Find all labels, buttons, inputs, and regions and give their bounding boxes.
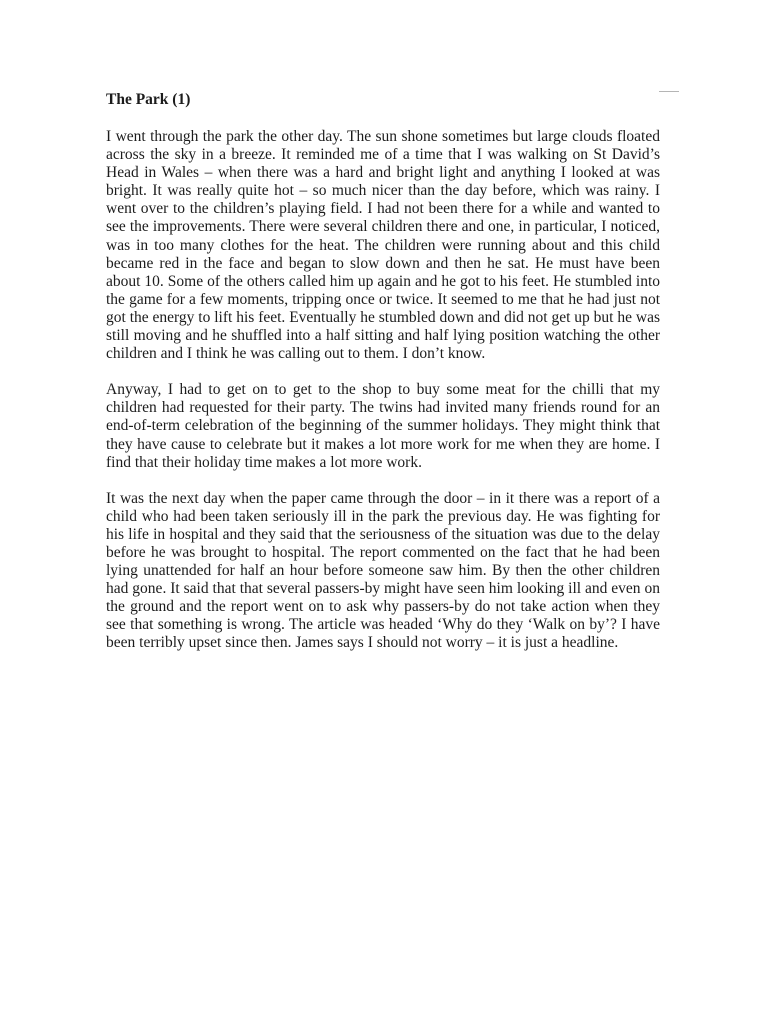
document-title: The Park (1) [106,91,191,108]
page-corner-mark [659,91,679,92]
paragraph-1: I went through the park the other day. The sun shone sometimes but large clouds floated across the sky in a breeze. It reminded me of a time that I was walking on St David’s Head in Wales – when there was a hard and bright light and anything I looked at was bright. It was really quite hot – so much nicer than the day before, which was rainy. I went over to the children’s playing field. I had not been there for a while and wanted to see the improvements. There were several children there and one, in particular, I noticed, was in too many clothes for the heat. The children were running about and this child became red in the face and began to slow down and then he sat. He must have been about 10. Some of the others called him up again and he got to his feet. He stumbled into the game for a few moments, tripping once or twice. It seemed to me that he had just not got the energy to lift his feet. Eventually he stumbled down and did not get up but he was still moving and he shuffled into a half sitting and half lying position watching the other children and I think he was calling out to them. I don’t know. [106,128,660,363]
paragraph-3: It was the next day when the paper came through the door – in it there was a report of a child who had been taken seriously ill in the park the previous day. He was fighting for his life in hospital and they said that the seriousness of the situation was due to the delay before he was brought to hospital. The report commented on the fact that he had been lying unattended for half an hour before someone saw him. By then the other children had gone. It said that that several passers-by might have seen him looking ill and even on the ground and the report went on to ask why passers-by do not take action when they see that something is wrong. The article was headed ‘Why do they ‘Walk on by’? I have been terribly upset since then. James says I should not worry – it is just a headline. [106,489,660,652]
document-body [106,128,660,671]
paragraph-2: Anyway, I had to get on to get to the shop to buy some meat for the chilli that my children had requested for their party. The twins had invited many friends round for an end-of-term celebration of the beginning of the summer holidays. They might think that they have cause to celebrate but it makes a lot more work for me when they are home. I find that their holiday time makes a lot more work. [106,381,660,471]
